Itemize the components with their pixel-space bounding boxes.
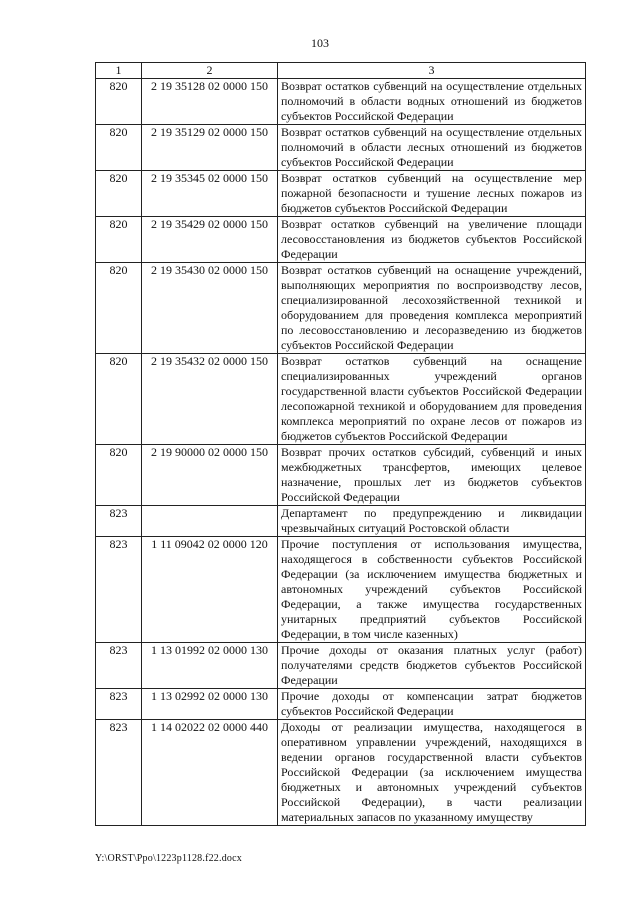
revenue-name-cell: Возврат остатков субвенций на осуществление мер пожарной безопасности и тушение лесных пожаров из бюджетов субъектов Российской Федерации xyxy=(278,171,586,217)
table-body xyxy=(96,63,586,826)
admin-code-cell: 820 xyxy=(96,171,142,217)
revenue-name-cell: Возврат остатков субвенций на осуществление отдельных полномочий в области лесных отношений из бюджетов субъектов Российской Федерации xyxy=(278,125,586,171)
admin-code-cell: 820 xyxy=(96,217,142,263)
footer-file-path: Y:\ORST\Ppo\1223p1128.f22.docx xyxy=(95,853,242,864)
budget-code-cell: 2 19 35345 02 0000 150 xyxy=(142,171,278,217)
revenue-name-cell: Возврат прочих остатков субсидий, субвенций и иных межбюджетных трансфертов, имеющих целевое назначение, прошлых лет из бюджетов субъектов Российской Федерации xyxy=(278,445,586,506)
budget-code-cell: 2 19 35430 02 0000 150 xyxy=(142,263,278,354)
table-header-row xyxy=(96,63,586,79)
revenue-name-cell: Прочие поступления от использования имущества, находящегося в собственности субъектов Российской Федерации (за исключением имущества бюджетных и автономных учреждений субъектов Российской Федерации, а также имущества государственных унитарных предприятий субъектов Российской Федерации, в том числе казенных) xyxy=(278,537,586,643)
header-col-2: 2 xyxy=(142,63,278,79)
admin-code-cell: 823 xyxy=(96,643,142,689)
admin-code-cell: 823 xyxy=(96,720,142,826)
admin-code-cell: 820 xyxy=(96,445,142,506)
page-number: 103 xyxy=(311,36,329,50)
budget-code-cell: 2 19 35129 02 0000 150 xyxy=(142,125,278,171)
budget-code-cell: 1 14 02022 02 0000 440 xyxy=(142,720,278,826)
budget-code-cell: 1 13 01992 02 0000 130 xyxy=(142,643,278,689)
budget-code-cell: 2 19 90000 02 0000 150 xyxy=(142,445,278,506)
revenue-name-cell: Возврат остатков субвенций на оснащение учреждений, выполняющих мероприятия по воспроизводству лесов, специализированной лесохозяйственной техникой и оборудованием для проведения комплекса мероприятий по лесовосстановлению и лесоразведению из бюджетов субъектов Российской Федерации xyxy=(278,263,586,354)
revenue-name-cell: Прочие доходы от оказания платных услуг (работ) получателями средств бюджетов субъектов Российской Федерации xyxy=(278,643,586,689)
budget-code-cell: 1 11 09042 02 0000 120 xyxy=(142,537,278,643)
table-row xyxy=(96,263,586,354)
budget-code-cell: 1 13 02992 02 0000 130 xyxy=(142,689,278,720)
table-row xyxy=(96,689,586,720)
revenue-name-cell: Прочие доходы от компенсации затрат бюджетов субъектов Российской Федерации xyxy=(278,689,586,720)
budget-code-cell: 2 19 35429 02 0000 150 xyxy=(142,217,278,263)
table-row xyxy=(96,445,586,506)
admin-code-cell: 820 xyxy=(96,354,142,445)
table-row xyxy=(96,171,586,217)
budget-code-cell: 2 19 35432 02 0000 150 xyxy=(142,354,278,445)
budget-codes-table xyxy=(95,62,586,826)
admin-code-cell: 820 xyxy=(96,79,142,125)
revenue-name-cell: Доходы от реализации имущества, находящегося в оперативном управлении учреждений, находящихся в ведении органов государственной власти субъектов Российской Федерации (за исключением имущества бюджетных и автономных учреждений субъектов Российской Федерации), в части реализации материальных запасов по указанному имуществу xyxy=(278,720,586,826)
header-col-1: 1 xyxy=(96,63,142,79)
revenue-name-cell: Возврат остатков субвенций на оснащение специализированных учреждений органов государственной власти субъектов Российской Федерации лесопожарной техникой и оборудованием для проведения комплекса мероприятий по охране лесов от пожаров из бюджетов субъектов Российской Федерации xyxy=(278,354,586,445)
revenue-name-cell: Возврат остатков субвенций на увеличение площади лесовосстановления из бюджетов субъектов Российской Федерации xyxy=(278,217,586,263)
header-col-3: 3 xyxy=(278,63,586,79)
table-row xyxy=(96,506,586,537)
table-row xyxy=(96,354,586,445)
revenue-name-cell: Департамент по предупреждению и ликвидации чрезвычайных ситуаций Ростовской области xyxy=(278,506,586,537)
budget-code-cell xyxy=(142,506,278,537)
table-row xyxy=(96,125,586,171)
table-row xyxy=(96,79,586,125)
admin-code-cell: 823 xyxy=(96,537,142,643)
admin-code-cell: 823 xyxy=(96,506,142,537)
table-row xyxy=(96,217,586,263)
revenue-name-cell: Возврат остатков субвенций на осуществление отдельных полномочий в области водных отношений из бюджетов субъектов Российской Федерации xyxy=(278,79,586,125)
admin-code-cell: 820 xyxy=(96,263,142,354)
admin-code-cell: 823 xyxy=(96,689,142,720)
table-row xyxy=(96,537,586,643)
table-row xyxy=(96,643,586,689)
budget-code-cell: 2 19 35128 02 0000 150 xyxy=(142,79,278,125)
table-row xyxy=(96,720,586,826)
admin-code-cell: 820 xyxy=(96,125,142,171)
